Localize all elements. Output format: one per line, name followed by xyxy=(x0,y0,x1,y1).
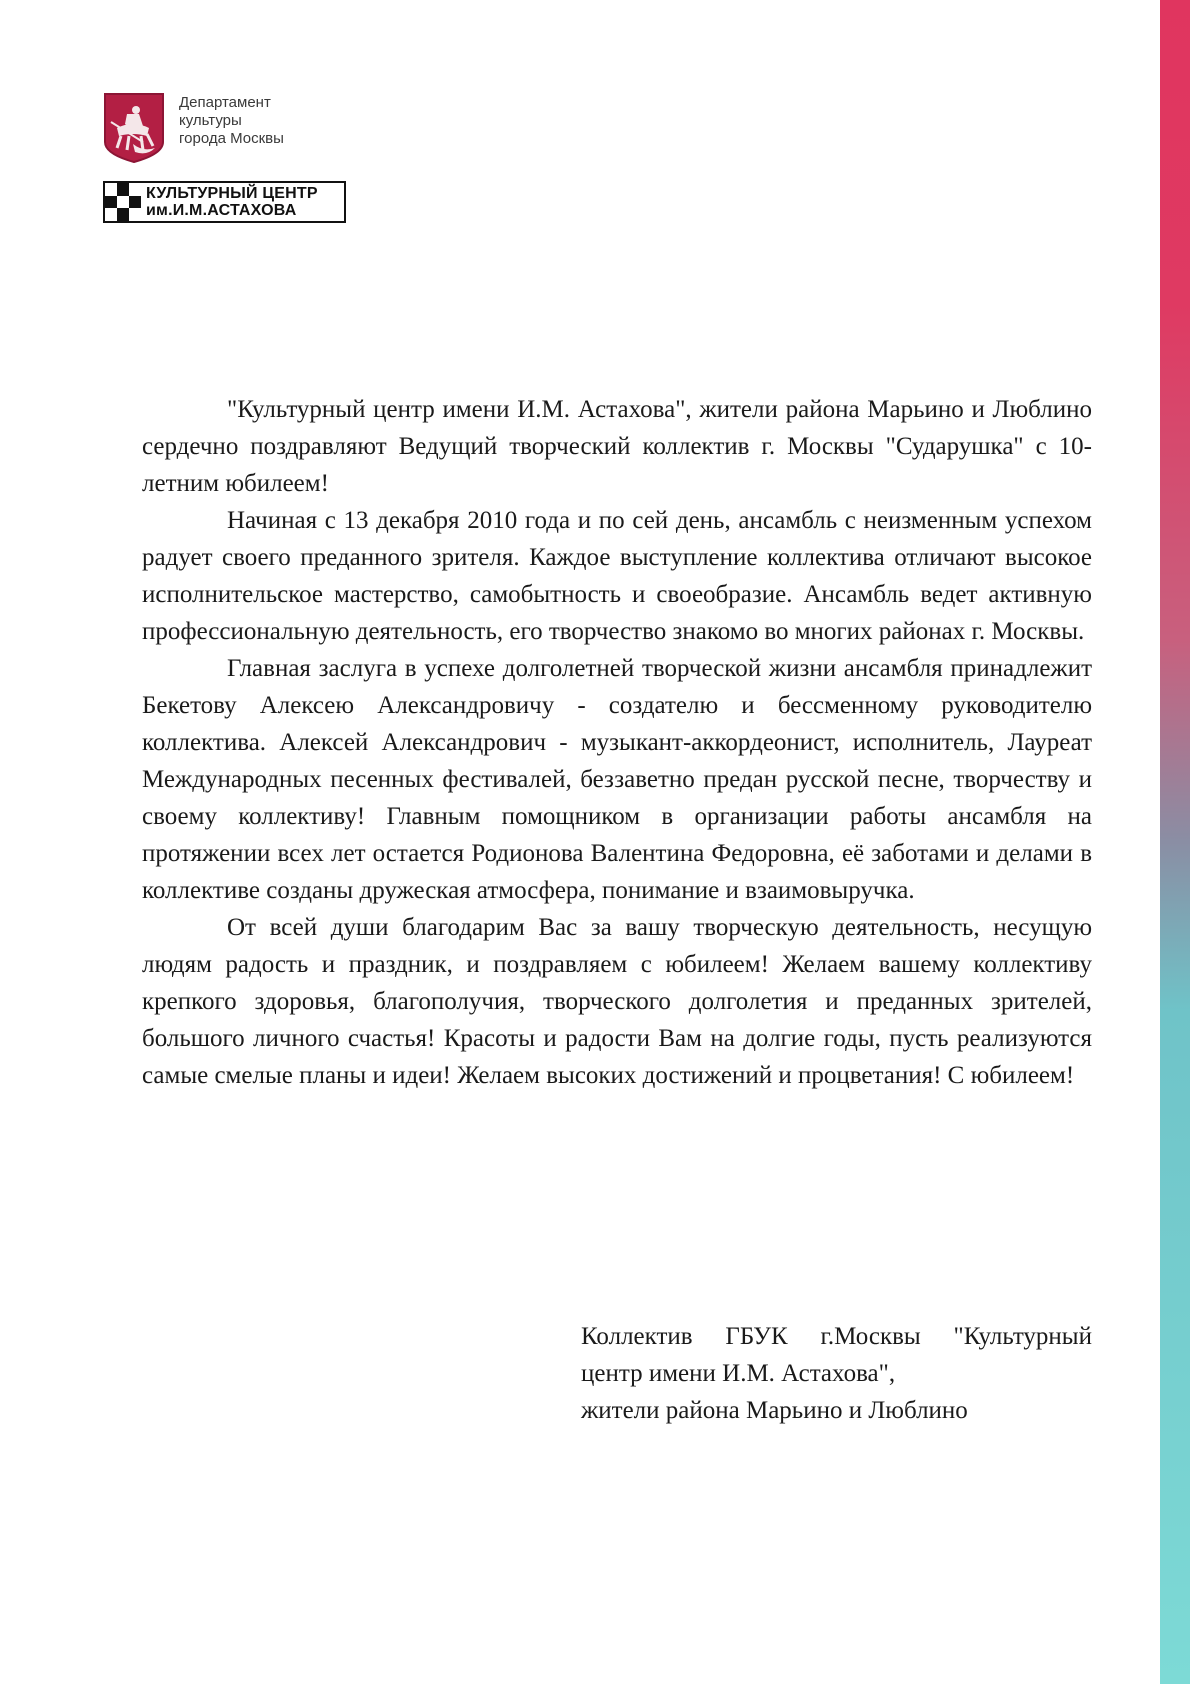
paragraph: От всей души благодарим Вас за вашу творческую деятельность, несущую людям радость и праздник, и поздравляем с юбилеем! Желаем вашему коллективу крепкого здоровья, благополучия, творческого долголетия и преданных зрителей, большого личного счастья! Красоты и радости Вам на долгие годы, пусть реализуются самые смелые планы и идеи! Желаем высоких достижений и процветания! С юбилеем! xyxy=(142,914,1092,1089)
department-name xyxy=(179,94,284,148)
signature-line: Коллектив ГБУК г.Москвы "Культурный xyxy=(581,1323,1092,1350)
signature-line: центр имени И.М. Астахова", xyxy=(581,1360,896,1387)
department-line: Департамент xyxy=(179,94,271,111)
culture-center-name xyxy=(141,183,318,221)
culture-center-logo xyxy=(103,181,346,223)
center-name-line: КУЛЬТУРНЫЙ ЦЕНТР xyxy=(146,185,318,202)
paragraph: Начиная с 13 декабря 2010 года и по сей день, ансамбль с неизменным успехом радует своего преданного зрителя. Каждое выступление коллектива отличают высокое исполнительское мастерство, самобытность и своеобразие. Ансамбль ведет активную профессиональную деятельность, его творчество знакомо во многих районах г. Москвы. xyxy=(142,507,1092,645)
checker-pattern-icon xyxy=(105,183,141,221)
signature-line: жители района Марьино и Люблино xyxy=(581,1397,968,1424)
center-name-line: им.И.М.АСТАХОВА xyxy=(146,202,297,219)
signature-block xyxy=(581,1318,1092,1429)
department-line: города Москвы xyxy=(179,130,284,147)
paragraph: Главная заслуга в успехе долголетней творческой жизни ансамбля принадлежит Бекетову Алексею Александровичу - создателю и бессменному руководителю коллектива. Алексей Александрович - музыкант-аккордеонист, исполнитель, Лауреат Международных песенных фестивалей, беззаветно предан русской песне, творчеству и своему коллективу! Главным помощником в организации работы ансамбля на протяжении всех лет остается Родионова Валентина Федоровна, её заботами и делами в коллективе созданы дружеская атмосфера, понимание и взаимовыручка. xyxy=(142,655,1092,904)
moscow-coat-of-arms-icon xyxy=(103,92,165,164)
side-color-stripe xyxy=(1160,0,1190,1684)
paragraph: "Культурный центр имени И.М. Астахова", жители района Марьино и Люблино сердечно поздравляют Ведущий творческий коллектив г. Москвы "Сударушка" с 10-летним юбилеем! xyxy=(142,396,1092,497)
department-logo xyxy=(103,92,284,164)
department-line: культуры xyxy=(179,112,242,129)
stripe-notch xyxy=(1158,70,1160,320)
letter-body xyxy=(142,391,1092,1094)
